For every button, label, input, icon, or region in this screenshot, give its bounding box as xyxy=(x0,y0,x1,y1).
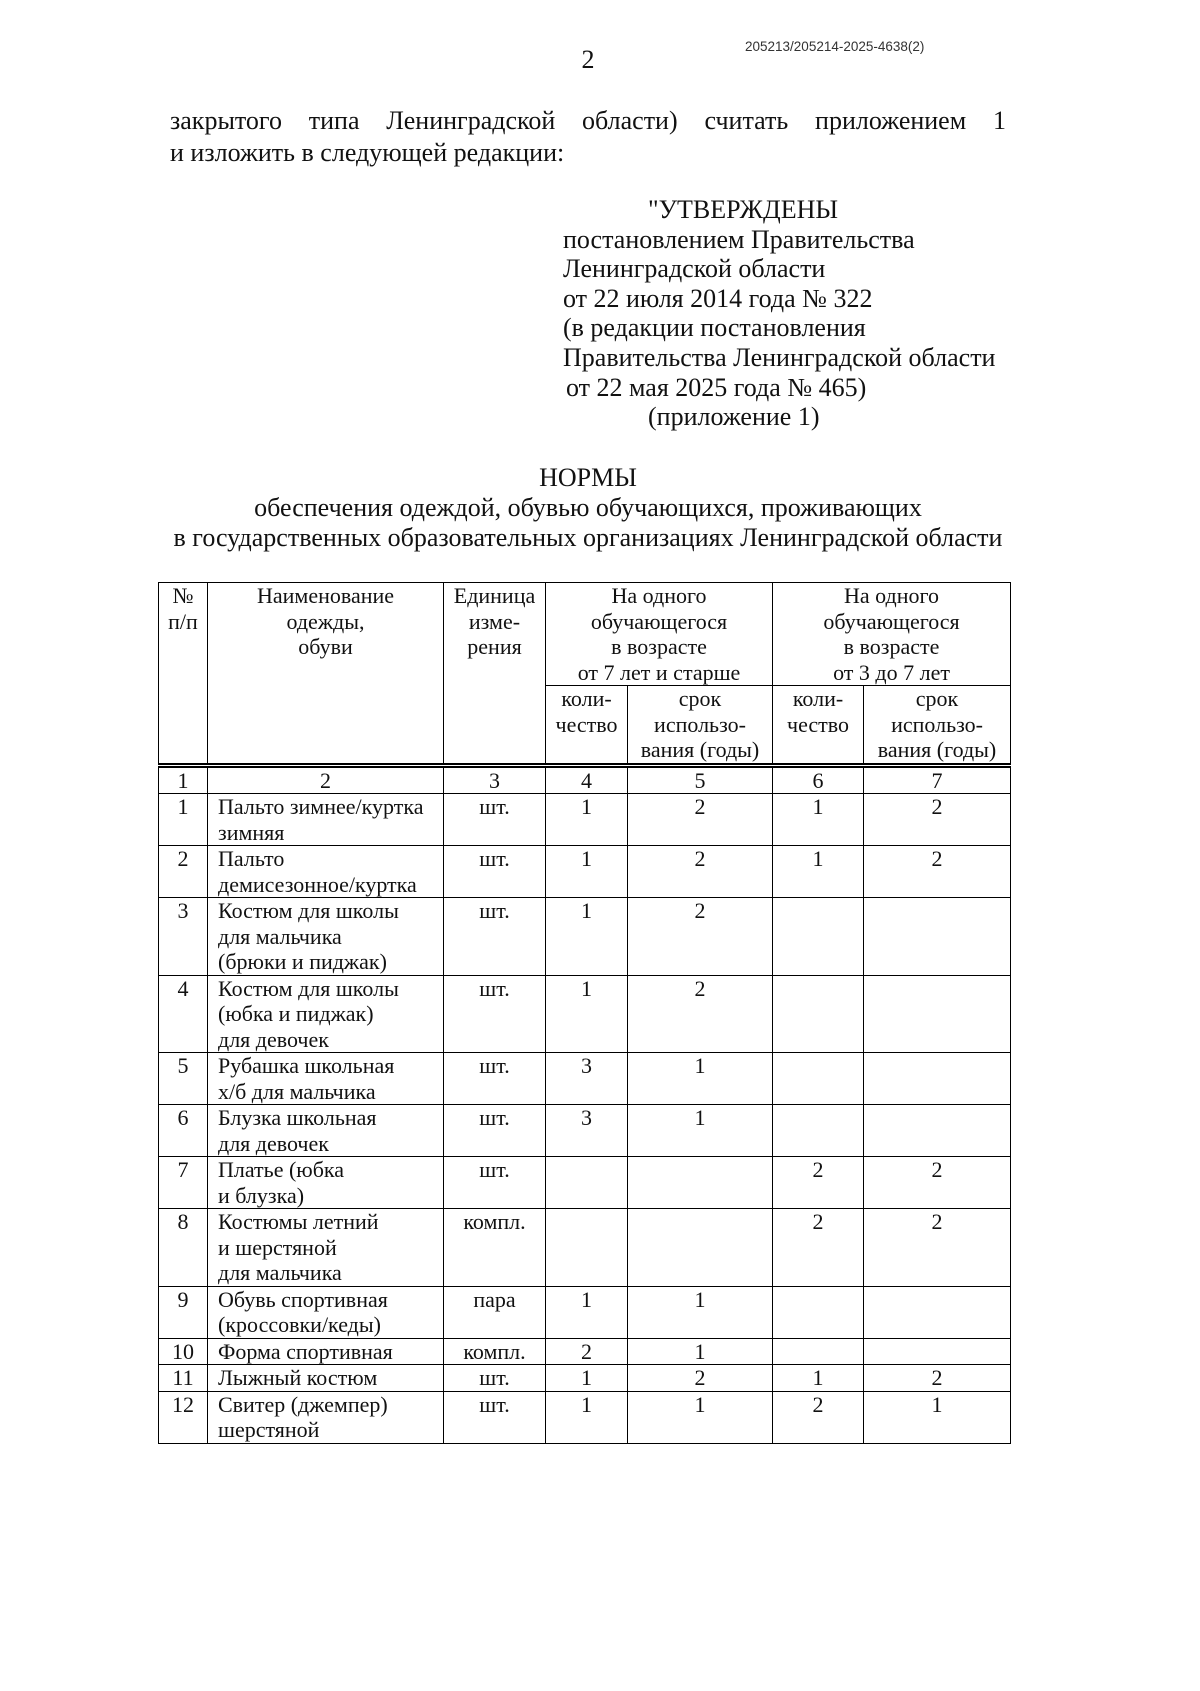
qty-3to7 xyxy=(773,1286,864,1338)
item-name-line: (юбка и пиджак) xyxy=(218,1001,374,1026)
qty-3to7 xyxy=(773,898,864,976)
term-7plus: 1 xyxy=(628,1338,773,1365)
item-name-line: зимняя xyxy=(218,819,285,845)
term-7plus: 1 xyxy=(628,1286,773,1338)
term-3to7 xyxy=(864,1338,1011,1365)
item-name xyxy=(208,1365,444,1392)
table-row xyxy=(159,1105,1011,1157)
term-3to7 xyxy=(864,1053,1011,1105)
item-name-line: шерстяной xyxy=(218,1417,320,1442)
header-qty-7plus xyxy=(546,686,628,766)
row-number: 8 xyxy=(159,1209,208,1287)
header-term-7plus xyxy=(628,686,773,766)
item-name-line: Обувь спортивная xyxy=(218,1286,388,1312)
qty-7plus: 3 xyxy=(546,1053,628,1105)
item-name-line: Форма спортивная xyxy=(218,1338,393,1364)
intro-paragraph xyxy=(170,105,1006,169)
term-3to7 xyxy=(864,975,1011,1053)
qty-7plus xyxy=(546,1209,628,1287)
qty-7plus: 2 xyxy=(546,1338,628,1365)
approval-line: Ленинградской области xyxy=(563,254,826,284)
table-row xyxy=(159,1286,1011,1338)
item-name xyxy=(208,1209,444,1287)
item-name-line: Свитер (джемпер) xyxy=(218,1391,388,1417)
qty-7plus: 1 xyxy=(546,975,628,1053)
header-line: вания (годы) xyxy=(877,737,997,762)
qty-3to7: 1 xyxy=(773,846,864,898)
header-line: обучающегося xyxy=(590,608,728,634)
item-name-line: Костюм для школы xyxy=(218,975,399,1001)
term-3to7: 2 xyxy=(864,1209,1011,1287)
item-name-line: для девочек xyxy=(218,1130,329,1156)
term-7plus xyxy=(628,1209,773,1287)
title-subtitle-line: в государственных образовательных организациях Ленинградской области xyxy=(173,523,1003,552)
header-line: Наименование xyxy=(256,583,395,608)
item-name xyxy=(208,1338,444,1365)
item-name-line: для мальчика xyxy=(218,1260,342,1285)
item-name-line: для девочек xyxy=(218,1026,329,1052)
row-number: 2 xyxy=(159,846,208,898)
qty-7plus: 1 xyxy=(546,1286,628,1338)
header-line: одежды, xyxy=(286,608,365,634)
approval-heading: "УТВЕРЖДЕНЫ xyxy=(648,195,839,224)
column-number: 1 xyxy=(159,765,208,794)
term-3to7: 2 xyxy=(864,794,1011,846)
column-number: 2 xyxy=(208,765,444,794)
unit: шт. xyxy=(444,1157,546,1209)
unit: компл. xyxy=(444,1209,546,1287)
item-name-line: Костюм для школы xyxy=(218,898,399,923)
term-7plus: 1 xyxy=(628,1105,773,1157)
table-row xyxy=(159,1209,1011,1287)
row-number: 6 xyxy=(159,1105,208,1157)
header-line: использо- xyxy=(891,711,983,737)
approval-block xyxy=(563,195,995,432)
qty-3to7: 2 xyxy=(773,1391,864,1443)
header-line: рения xyxy=(467,634,522,659)
qty-7plus: 3 xyxy=(546,1105,628,1157)
item-name-line: и шерстяной xyxy=(218,1234,337,1260)
qty-7plus xyxy=(546,1157,628,1209)
header-line: в возрасте xyxy=(611,634,707,659)
intro-line: и изложить в следующей редакции: xyxy=(170,138,565,167)
table-row xyxy=(159,1053,1011,1105)
row-number: 5 xyxy=(159,1053,208,1105)
term-3to7 xyxy=(864,898,1011,976)
approval-appendix-label: (приложение 1) xyxy=(648,402,820,432)
header-line: срок xyxy=(678,686,722,711)
row-number: 1 xyxy=(159,794,208,846)
header-line: п/п xyxy=(168,608,198,634)
table-row xyxy=(159,794,1011,846)
header-line: чество xyxy=(787,711,850,737)
approval-line: от 22 мая 2025 года № 465) xyxy=(566,372,867,402)
item-name xyxy=(208,898,444,976)
unit: шт. xyxy=(444,1053,546,1105)
row-number: 11 xyxy=(159,1365,208,1392)
item-name xyxy=(208,975,444,1053)
term-3to7 xyxy=(864,1105,1011,1157)
item-name-line: Костюмы летний xyxy=(218,1209,379,1234)
title-heading: НОРМЫ xyxy=(539,463,637,492)
item-name-line: Пальто зимнее/куртка xyxy=(218,794,424,819)
header-line: чество xyxy=(555,711,618,737)
qty-3to7 xyxy=(773,975,864,1053)
qty-3to7 xyxy=(773,1053,864,1105)
item-name-line: для мальчика xyxy=(218,923,342,949)
qty-7plus: 1 xyxy=(546,1391,628,1443)
term-7plus: 2 xyxy=(628,1365,773,1392)
header-unit xyxy=(444,583,546,766)
header-line: от 7 лет и старше xyxy=(577,659,741,685)
term-3to7: 1 xyxy=(864,1391,1011,1443)
term-7plus: 1 xyxy=(628,1391,773,1443)
item-name xyxy=(208,1053,444,1105)
approval-line: Правительства Ленинградской области xyxy=(563,342,996,372)
table-row xyxy=(159,975,1011,1053)
item-name xyxy=(208,846,444,898)
header-group-3to7 xyxy=(773,583,1011,686)
row-number: 7 xyxy=(159,1157,208,1209)
header-line: обуви xyxy=(298,634,353,659)
header-line: коли- xyxy=(561,686,612,711)
item-name-line: Рубашка школьная xyxy=(218,1053,395,1078)
item-name xyxy=(208,1391,444,1443)
term-7plus: 2 xyxy=(628,975,773,1053)
term-7plus: 2 xyxy=(628,794,773,846)
qty-3to7: 2 xyxy=(773,1157,864,1209)
qty-7plus: 1 xyxy=(546,794,628,846)
header-line: На одного xyxy=(611,583,707,608)
column-number: 7 xyxy=(864,765,1011,794)
item-name xyxy=(208,1157,444,1209)
column-number: 4 xyxy=(546,765,628,794)
header-line: Единица xyxy=(453,583,536,608)
item-name-line: (кроссовки/кеды) xyxy=(218,1312,381,1337)
table-row xyxy=(159,1391,1011,1443)
qty-7plus: 1 xyxy=(546,898,628,976)
table-row xyxy=(159,846,1011,898)
unit: шт. xyxy=(444,846,546,898)
qty-7plus: 1 xyxy=(546,1365,628,1392)
approval-line: от 22 июля 2014 года № 322 xyxy=(563,283,873,313)
column-number: 6 xyxy=(773,765,864,794)
unit: шт. xyxy=(444,1365,546,1392)
qty-3to7: 1 xyxy=(773,794,864,846)
header-line: изме- xyxy=(468,608,521,634)
item-name-line: Платье (юбка xyxy=(218,1157,345,1182)
header-item-name xyxy=(208,583,444,766)
term-7plus: 1 xyxy=(628,1053,773,1105)
table-row xyxy=(159,1338,1011,1365)
document-title xyxy=(88,463,1088,553)
column-number-row xyxy=(159,765,1011,794)
item-name xyxy=(208,794,444,846)
item-name-line: (брюки и пиджак) xyxy=(218,949,387,974)
item-name-line: и блузка) xyxy=(218,1182,305,1208)
header-line: На одного xyxy=(844,583,939,608)
header-line: обучающегося xyxy=(823,608,960,634)
approval-line: постановлением Правительства xyxy=(563,224,915,254)
row-number: 9 xyxy=(159,1286,208,1338)
term-7plus: 2 xyxy=(628,846,773,898)
table-row xyxy=(159,1365,1011,1392)
header-line: в возрасте xyxy=(843,634,940,659)
row-number: 10 xyxy=(159,1338,208,1365)
header-line: срок xyxy=(915,686,959,711)
title-subtitle-line: обеспечения одеждой, обувью обучающихся, проживающих xyxy=(254,493,922,522)
term-3to7: 2 xyxy=(864,1157,1011,1209)
intro-line: закрытого типа Ленинградской области) считать приложением 1 xyxy=(170,106,1006,135)
header-number xyxy=(159,583,208,766)
item-name-line: демисезонное/куртка xyxy=(218,871,417,897)
page-number: 2 xyxy=(581,45,595,74)
column-number: 5 xyxy=(628,765,773,794)
unit: шт. xyxy=(444,1391,546,1443)
item-name-line: Пальто xyxy=(218,846,285,871)
approval-line: (в редакции постановления xyxy=(563,313,866,343)
term-7plus: 2 xyxy=(628,898,773,976)
header-line: № xyxy=(172,583,194,608)
document-id: 205213/205214-2025-4638(2) xyxy=(745,39,925,54)
unit: шт. xyxy=(444,1105,546,1157)
header-line: от 3 до 7 лет xyxy=(833,659,950,685)
item-name xyxy=(208,1286,444,1338)
table-row xyxy=(159,898,1011,976)
qty-7plus: 1 xyxy=(546,846,628,898)
unit: шт. xyxy=(444,794,546,846)
qty-3to7: 1 xyxy=(773,1365,864,1392)
item-name-line: Блузка школьная xyxy=(218,1105,377,1130)
header-group-7plus xyxy=(546,583,773,686)
term-3to7: 2 xyxy=(864,1365,1011,1392)
header-line: коли- xyxy=(792,686,844,711)
row-number: 12 xyxy=(159,1391,208,1443)
unit: шт. xyxy=(444,975,546,1053)
row-number: 3 xyxy=(159,898,208,976)
header-term-3to7 xyxy=(864,686,1011,766)
qty-3to7 xyxy=(773,1338,864,1365)
qty-3to7 xyxy=(773,1105,864,1157)
table-header-row xyxy=(159,583,1011,686)
header-qty-3to7 xyxy=(773,686,864,766)
term-7plus xyxy=(628,1157,773,1209)
norms-table xyxy=(158,582,1011,1444)
item-name xyxy=(208,1105,444,1157)
term-3to7 xyxy=(864,1286,1011,1338)
column-number: 3 xyxy=(444,765,546,794)
header-line: вания (годы) xyxy=(640,737,760,762)
term-3to7: 2 xyxy=(864,846,1011,898)
row-number: 4 xyxy=(159,975,208,1053)
unit: пара xyxy=(444,1286,546,1338)
table-row xyxy=(159,1157,1011,1209)
item-name-line: Лыжный костюм xyxy=(218,1365,378,1390)
unit: компл. xyxy=(444,1338,546,1365)
header-line: использо- xyxy=(654,711,746,737)
qty-3to7: 2 xyxy=(773,1209,864,1287)
item-name-line: х/б для мальчика xyxy=(218,1078,376,1104)
unit: шт. xyxy=(444,898,546,976)
